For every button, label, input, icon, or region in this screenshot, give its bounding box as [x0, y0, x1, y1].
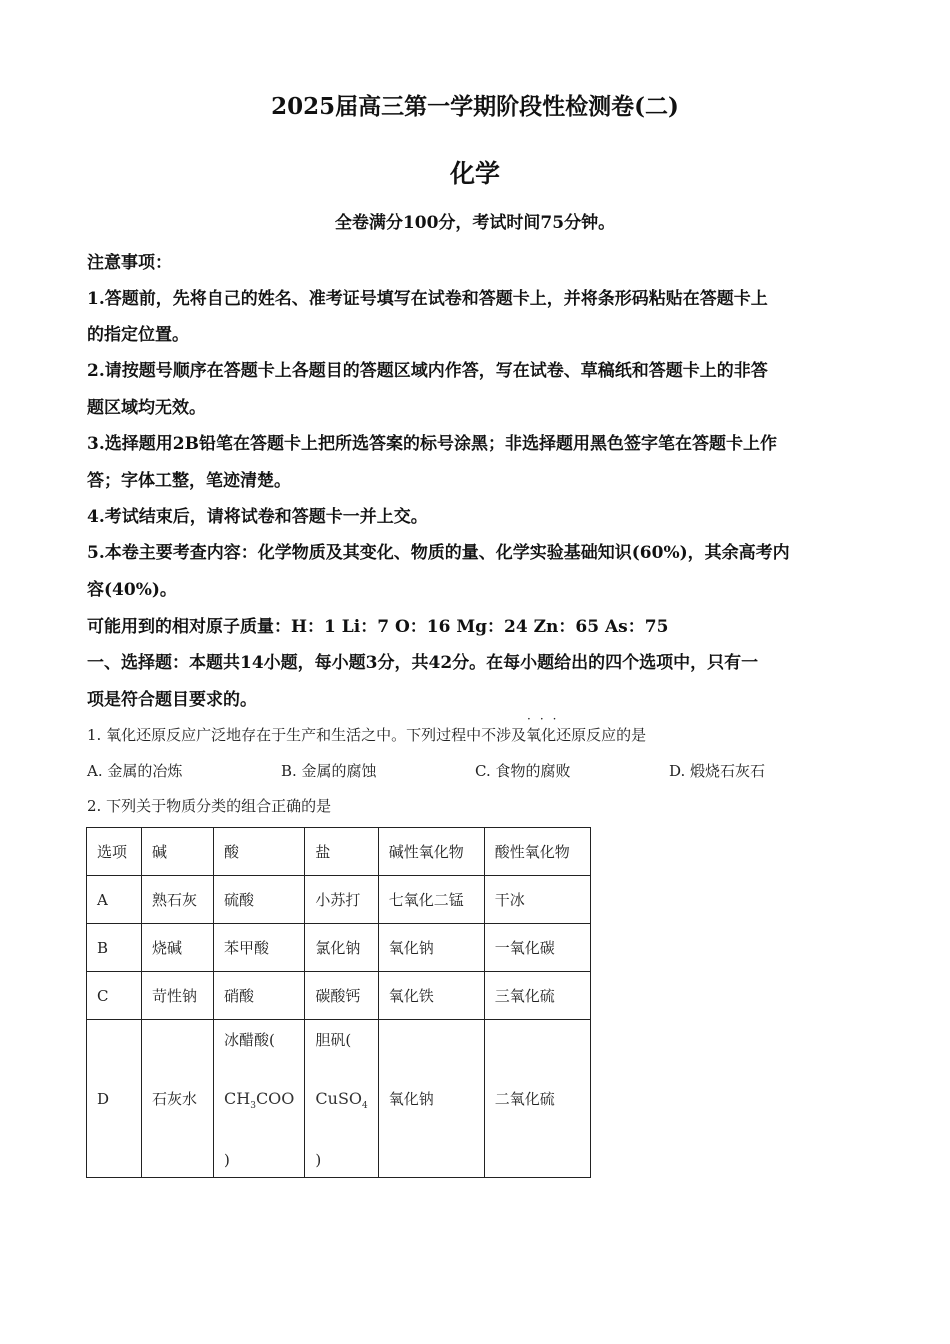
table-cell: 氧化铁 — [378, 972, 484, 1020]
salt-formula — [315, 1089, 367, 1111]
note-5-line-1: 5.本卷主要考查内容：化学物质及其变化、物质的量、化学实验基础知识(60%)，其余高考内 — [87, 543, 790, 563]
table-row — [87, 876, 591, 924]
emphasis-dots: ··· — [527, 712, 566, 726]
table-row-d — [87, 1020, 591, 1178]
table-cell: 硫酸 — [214, 876, 305, 924]
salt-close: ) — [315, 1150, 322, 1169]
section-1-line-2: 项是符合题目要求的。 — [87, 690, 257, 710]
classification-table — [86, 827, 591, 1178]
question-1-option-c: C. 食物的腐败 — [475, 762, 571, 780]
question-1-option-d: D. 煅烧石灰石 — [669, 762, 766, 780]
note-1-line-1: 1.答题前，先将自己的姓名、准考证号填写在试卷和答题卡上，并将条形码粘贴在答题卡上 — [87, 289, 768, 309]
note-4: 4.考试结束后，请将试卷和答题卡一并上交。 — [87, 507, 428, 527]
subject-title: 化学 — [449, 159, 500, 188]
formula-part: CH — [224, 1088, 251, 1108]
salt-cell — [305, 1020, 378, 1178]
note-2-line-1: 2.请按题号顺序在答题卡上各题目的答题区域内作答，写在试卷、草稿纸和答题卡上的非答 — [87, 361, 768, 381]
formula-part: COO — [255, 1088, 295, 1108]
table-cell: A — [87, 876, 142, 924]
table-cell: 氯化钠 — [305, 924, 378, 972]
table-cell: 二氧化硫 — [484, 1020, 590, 1178]
table-cell: 三氧化硫 — [484, 972, 590, 1020]
table-cell: 一氧化碳 — [484, 924, 590, 972]
header-acid: 酸 — [214, 828, 305, 876]
table-cell: 氧化钠 — [378, 1020, 484, 1178]
note-1-line-2: 的指定位置。 — [87, 325, 189, 345]
note-3-line-2: 答；字体工整，笔迹清楚。 — [87, 471, 291, 491]
acid-cell — [214, 1020, 305, 1178]
table-cell: 氧化钠 — [378, 924, 484, 972]
formula-part: CuSO — [315, 1088, 363, 1108]
table-cell: 石灰水 — [142, 1020, 214, 1178]
table-cell: 烧碱 — [142, 924, 214, 972]
exam-info: 全卷满分100分，考试时间75分钟。 — [334, 213, 616, 233]
acid-formula — [224, 1089, 294, 1111]
header-base: 碱 — [142, 828, 214, 876]
table-cell: 碳酸钙 — [305, 972, 378, 1020]
section-1-line-1: 一、选择题：本题共14小题，每小题3分，共42分。在每小题给出的四个选项中，只有一 — [87, 653, 759, 673]
header-acidic-oxide: 酸性氧化物 — [484, 828, 590, 876]
table-cell: 熟石灰 — [142, 876, 214, 924]
table-cell: 小苏打 — [305, 876, 378, 924]
table-cell: C — [87, 972, 142, 1020]
note-2-line-2: 题区域均无效。 — [87, 398, 206, 418]
table-cell: 干冰 — [484, 876, 590, 924]
note-5-line-2: 容(40%)。 — [87, 580, 177, 600]
question-1-option-a: A. 金属的冶炼 — [87, 762, 183, 780]
table-cell: 苯甲酸 — [214, 924, 305, 972]
table-header-row — [87, 828, 591, 876]
acid-name: 冰醋酸( — [224, 1030, 275, 1049]
acid-close: ) — [224, 1150, 230, 1169]
notes-heading: 注意事项： — [87, 253, 172, 273]
table-cell: 硝酸 — [214, 972, 305, 1020]
atomic-masses: 可能用到的相对原子质量：H：1 Li：7 O：16 Mg：24 Zn：65 As：75 — [87, 617, 669, 637]
formula-subscript: 3 — [250, 1101, 256, 1112]
table-cell: 苛性钠 — [142, 972, 214, 1020]
question-1-option-b: B. 金属的腐蚀 — [281, 762, 377, 780]
header-basic-oxide: 碱性氧化物 — [378, 828, 484, 876]
table-cell: B — [87, 924, 142, 972]
note-3-line-1: 3.选择题用2B铅笔在答题卡上把所选答案的标号涂黑；非选择题用黑色签字笔在答题卡上作 — [87, 434, 777, 454]
table-cell: D — [87, 1020, 142, 1178]
salt-name: 胆矾( — [315, 1030, 352, 1049]
header-salt: 盐 — [305, 828, 378, 876]
question-1-stem: 1. 氧化还原反应广泛地存在于生产和生活之中。下列过程中不涉及氧化还原反应的是 — [87, 726, 647, 744]
header-option: 选项 — [87, 828, 142, 876]
table-cell: 七氧化二锰 — [378, 876, 484, 924]
table-row — [87, 924, 591, 972]
exam-title: 2025届高三第一学期阶段性检测卷(二) — [271, 93, 679, 120]
formula-subscript: 4 — [362, 1101, 368, 1112]
table-row — [87, 972, 591, 1020]
question-2-stem: 2. 下列关于物质分类的组合正确的是 — [87, 797, 332, 815]
